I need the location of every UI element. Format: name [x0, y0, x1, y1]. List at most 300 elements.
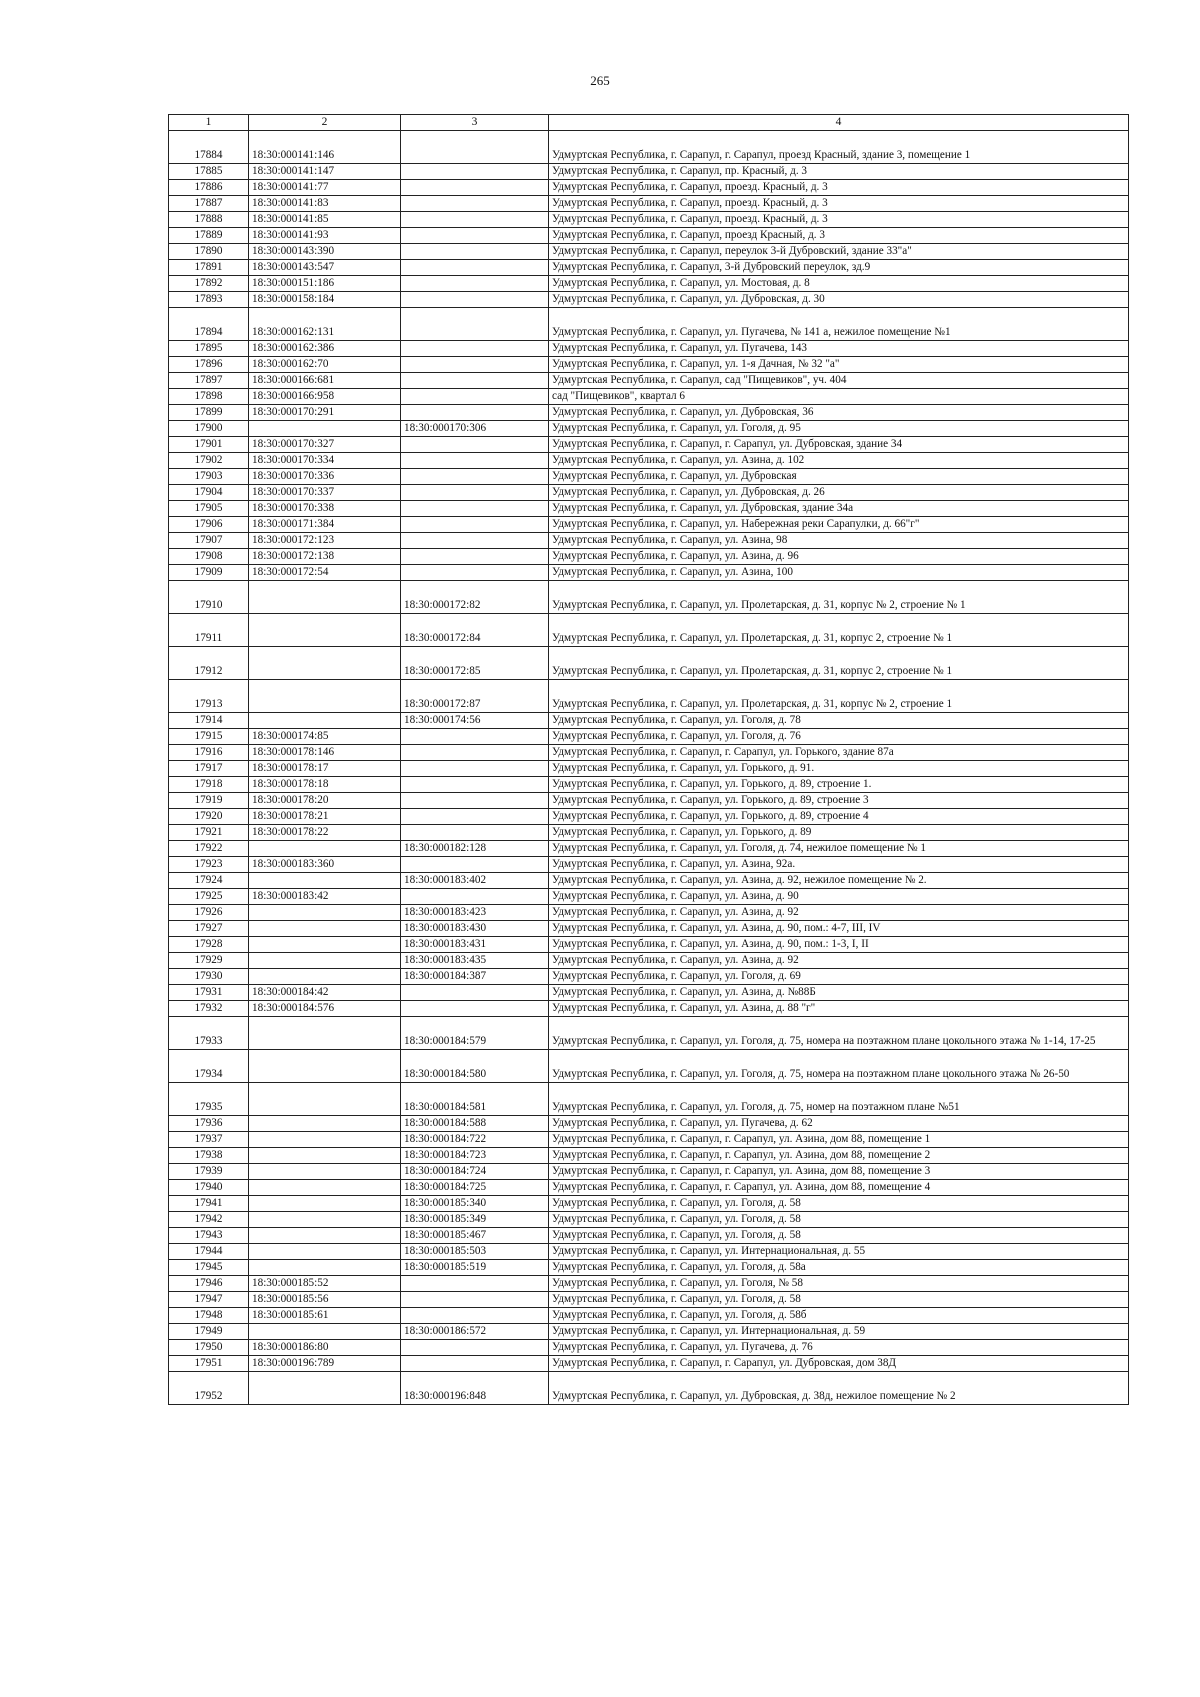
- table-row: [169, 1260, 1129, 1276]
- cadastral-number-cell: 18:30:000186:80: [249, 1340, 401, 1356]
- row-number: 17886: [169, 180, 249, 196]
- row-number: 17897: [169, 373, 249, 389]
- address-cell: Удмуртская Республика, г. Сарапул, ул. Гоголя, д. 76: [549, 729, 1129, 745]
- cadastral-number-cell: 18:30:000166:681: [249, 373, 401, 389]
- address-cell: Удмуртская Республика, г. Сарапул, ул. Горького, д. 89, строение 4: [549, 809, 1129, 825]
- address-cell: Удмуртская Республика, г. Сарапул, проезд. Красный, д. 3: [549, 212, 1129, 228]
- building-cadastral-number-cell: 18:30:000185:467: [401, 1228, 549, 1244]
- building-cadastral-number-cell: [401, 1001, 549, 1017]
- cadastral-number-cell: [249, 1116, 401, 1132]
- building-cadastral-number-cell: 18:30:000185:340: [401, 1196, 549, 1212]
- row-number: 17945: [169, 1260, 249, 1276]
- table-row: [169, 1276, 1129, 1292]
- table-row: [169, 745, 1129, 761]
- address-cell: Удмуртская Республика, г. Сарапул, ул. Азина, д. 90, пом.: 1-3, I, II: [549, 937, 1129, 953]
- address-cell: Удмуртская Республика, г. Сарапул, ул. Гоголя, д. 58а: [549, 1260, 1129, 1276]
- row-number: 17943: [169, 1228, 249, 1244]
- address-cell: сад "Пищевиков", квартал 6: [549, 389, 1129, 405]
- row-number: 17949: [169, 1324, 249, 1340]
- address-cell: Удмуртская Республика, г. Сарапул, ул. Азина, д. 96: [549, 549, 1129, 565]
- row-number: 17906: [169, 517, 249, 533]
- building-cadastral-number-cell: [401, 373, 549, 389]
- row-number: 17919: [169, 793, 249, 809]
- row-number: 17932: [169, 1001, 249, 1017]
- row-number: 17942: [169, 1212, 249, 1228]
- table-row: [169, 308, 1129, 341]
- table-row: [169, 357, 1129, 373]
- row-number: 17930: [169, 969, 249, 985]
- row-number: 17914: [169, 713, 249, 729]
- cadastral-number-cell: [249, 713, 401, 729]
- cadastral-number-cell: 18:30:000141:146: [249, 131, 401, 164]
- building-cadastral-number-cell: 18:30:000184:581: [401, 1083, 549, 1116]
- address-cell: Удмуртская Республика, г. Сарапул, ул. 1-я Дачная, № 32 "а": [549, 357, 1129, 373]
- cadastral-number-cell: [249, 1260, 401, 1276]
- row-number: 17925: [169, 889, 249, 905]
- address-cell: Удмуртская Республика, г. Сарапул, переулок 3-й Дубровский, здание 33"а": [549, 244, 1129, 260]
- cadastral-number-cell: 18:30:000151:186: [249, 276, 401, 292]
- address-cell: Удмуртская Республика, г. Сарапул, г. Сарапул, ул. Азина, дом 88, помещение 3: [549, 1164, 1129, 1180]
- address-cell: Удмуртская Республика, г. Сарапул, пр. Красный, д. 3: [549, 164, 1129, 180]
- address-cell: Удмуртская Республика, г. Сарапул, г. Сарапул, ул. Дубровская, здание 34: [549, 437, 1129, 453]
- address-cell: Удмуртская Республика, г. Сарапул, ул. Набережная реки Сарапулки, д. 66"г": [549, 517, 1129, 533]
- building-cadastral-number-cell: 18:30:000184:725: [401, 1180, 549, 1196]
- row-number: 17885: [169, 164, 249, 180]
- building-cadastral-number-cell: [401, 180, 549, 196]
- address-cell: Удмуртская Республика, г. Сарапул, ул. Гоголя, д. 75, номер на поэтажном плане №51: [549, 1083, 1129, 1116]
- table-row: [169, 501, 1129, 517]
- table-row: [169, 614, 1129, 647]
- row-number: 17910: [169, 581, 249, 614]
- row-number: 17893: [169, 292, 249, 308]
- table-row: [169, 793, 1129, 809]
- building-cadastral-number-cell: [401, 533, 549, 549]
- cadastral-number-cell: 18:30:000170:327: [249, 437, 401, 453]
- row-number: 17891: [169, 260, 249, 276]
- cadastral-number-cell: 18:30:000141:147: [249, 164, 401, 180]
- address-cell: Удмуртская Республика, г. Сарапул, 3-й Дубровский переулок, зд.9: [549, 260, 1129, 276]
- table-row: [169, 437, 1129, 453]
- row-number: 17912: [169, 647, 249, 680]
- building-cadastral-number-cell: [401, 292, 549, 308]
- building-cadastral-number-cell: 18:30:000183:423: [401, 905, 549, 921]
- address-cell: Удмуртская Республика, г. Сарапул, ул. Гоголя, № 58: [549, 1276, 1129, 1292]
- row-number: 17887: [169, 196, 249, 212]
- address-cell: Удмуртская Республика, г. Сарапул, ул. Дубровская, 36: [549, 405, 1129, 421]
- table-row: [169, 857, 1129, 873]
- building-cadastral-number-cell: 18:30:000172:82: [401, 581, 549, 614]
- table-row: [169, 244, 1129, 260]
- cadastral-number-cell: 18:30:000178:20: [249, 793, 401, 809]
- row-number: 17907: [169, 533, 249, 549]
- row-number: 17884: [169, 131, 249, 164]
- table-row: [169, 131, 1129, 164]
- address-cell: Удмуртская Республика, г. Сарапул, ул. Пугачева, № 141 а, нежилое помещение №1: [549, 308, 1129, 341]
- table-row: [169, 1196, 1129, 1212]
- address-cell: Удмуртская Республика, г. Сарапул, ул. Азина, д. №88Б: [549, 985, 1129, 1001]
- address-cell: Удмуртская Республика, г. Сарапул, ул. Гоголя, д. 75, номера на поэтажном плане цокольного этажа № 26-50: [549, 1050, 1129, 1083]
- building-cadastral-number-cell: 18:30:000186:572: [401, 1324, 549, 1340]
- cadastral-number-cell: [249, 1244, 401, 1260]
- table-row: [169, 825, 1129, 841]
- cadastral-number-cell: [249, 969, 401, 985]
- building-cadastral-number-cell: 18:30:000172:84: [401, 614, 549, 647]
- address-cell: Удмуртская Республика, г. Сарапул, ул. Пролетарская, д. 31, корпус № 2, строение 1: [549, 680, 1129, 713]
- cadastral-number-cell: [249, 614, 401, 647]
- address-cell: Удмуртская Республика, г. Сарапул, ул. Гоголя, д. 58: [549, 1212, 1129, 1228]
- address-cell: Удмуртская Республика, г. Сарапул, г. Сарапул, ул. Азина, дом 88, помещение 1: [549, 1132, 1129, 1148]
- building-cadastral-number-cell: [401, 1308, 549, 1324]
- building-cadastral-number-cell: [401, 469, 549, 485]
- building-cadastral-number-cell: 18:30:000185:519: [401, 1260, 549, 1276]
- cadastral-number-cell: [249, 1324, 401, 1340]
- building-cadastral-number-cell: 18:30:000184:723: [401, 1148, 549, 1164]
- cadastral-number-cell: 18:30:000184:576: [249, 1001, 401, 1017]
- row-number: 17903: [169, 469, 249, 485]
- building-cadastral-number-cell: [401, 196, 549, 212]
- row-number: 17892: [169, 276, 249, 292]
- address-cell: Удмуртская Республика, г. Сарапул, ул. Пугачева, 143: [549, 341, 1129, 357]
- cadastral-number-cell: 18:30:000183:360: [249, 857, 401, 873]
- table-row: [169, 453, 1129, 469]
- cadastral-number-cell: 18:30:000174:85: [249, 729, 401, 745]
- page-number: 265: [590, 73, 610, 88]
- row-number: 17888: [169, 212, 249, 228]
- address-cell: Удмуртская Республика, г. Сарапул, ул. Пугачева, д. 62: [549, 1116, 1129, 1132]
- table-row: [169, 680, 1129, 713]
- column-header-3: 3: [401, 115, 549, 131]
- address-cell: Удмуртская Республика, г. Сарапул, ул. Гоголя, д. 95: [549, 421, 1129, 437]
- address-cell: Удмуртская Республика, г. Сарапул, г. Сарапул, ул. Дубровская, дом 38Д: [549, 1356, 1129, 1372]
- header-row: [169, 115, 1129, 131]
- address-cell: Удмуртская Республика, г. Сарапул, ул. Горького, д. 89, строение 3: [549, 793, 1129, 809]
- table-row: [169, 180, 1129, 196]
- row-number: 17944: [169, 1244, 249, 1260]
- table-row: [169, 841, 1129, 857]
- row-number: 17889: [169, 228, 249, 244]
- address-cell: Удмуртская Республика, г. Сарапул, ул. Интернациональная, д. 55: [549, 1244, 1129, 1260]
- row-number: 17922: [169, 841, 249, 857]
- building-cadastral-number-cell: [401, 857, 549, 873]
- cadastral-number-cell: [249, 1017, 401, 1050]
- building-cadastral-number-cell: [401, 761, 549, 777]
- row-number: 17931: [169, 985, 249, 1001]
- table-row: [169, 647, 1129, 680]
- cadastral-number-cell: 18:30:000184:42: [249, 985, 401, 1001]
- address-cell: Удмуртская Республика, г. Сарапул, ул. Азина, д. 90, пом.: 4-7, III, IV: [549, 921, 1129, 937]
- column-header-2: 2: [249, 115, 401, 131]
- table-row: [169, 1372, 1129, 1405]
- address-cell: Удмуртская Республика, г. Сарапул, проезд Красный, д. 3: [549, 228, 1129, 244]
- building-cadastral-number-cell: [401, 228, 549, 244]
- table-row: [169, 373, 1129, 389]
- table-row: [169, 873, 1129, 889]
- building-cadastral-number-cell: 18:30:000174:56: [401, 713, 549, 729]
- cadastral-number-cell: 18:30:000178:17: [249, 761, 401, 777]
- building-cadastral-number-cell: [401, 437, 549, 453]
- building-cadastral-number-cell: 18:30:000183:430: [401, 921, 549, 937]
- row-number: 17916: [169, 745, 249, 761]
- address-cell: Удмуртская Республика, г. Сарапул, ул. Пролетарская, д. 31, корпус 2, строение № 1: [549, 614, 1129, 647]
- cadastral-number-cell: [249, 1164, 401, 1180]
- table-row: [169, 1244, 1129, 1260]
- cadastral-number-cell: 18:30:000178:21: [249, 809, 401, 825]
- cadastral-number-cell: 18:30:000170:338: [249, 501, 401, 517]
- table-row: [169, 276, 1129, 292]
- table-row: [169, 713, 1129, 729]
- table-row: [169, 777, 1129, 793]
- building-cadastral-number-cell: [401, 517, 549, 533]
- building-cadastral-number-cell: [401, 501, 549, 517]
- address-cell: Удмуртская Республика, г. Сарапул, г. Сарапул, проезд Красный, здание 3, помещение 1: [549, 131, 1129, 164]
- cadastral-number-cell: 18:30:000166:958: [249, 389, 401, 405]
- building-cadastral-number-cell: [401, 1276, 549, 1292]
- cadastral-number-cell: 18:30:000196:789: [249, 1356, 401, 1372]
- cadastral-number-cell: 18:30:000141:93: [249, 228, 401, 244]
- cadastral-number-cell: 18:30:000162:70: [249, 357, 401, 373]
- cadastral-number-cell: [249, 937, 401, 953]
- cadastral-number-cell: [249, 1148, 401, 1164]
- table-row: [169, 809, 1129, 825]
- building-cadastral-number-cell: [401, 1356, 549, 1372]
- building-cadastral-number-cell: [401, 889, 549, 905]
- building-cadastral-number-cell: 18:30:000172:87: [401, 680, 549, 713]
- cadastral-number-cell: [249, 921, 401, 937]
- table-row: [169, 292, 1129, 308]
- building-cadastral-number-cell: [401, 260, 549, 276]
- row-number: 17948: [169, 1308, 249, 1324]
- building-cadastral-number-cell: 18:30:000182:128: [401, 841, 549, 857]
- cadastral-number-cell: 18:30:000170:334: [249, 453, 401, 469]
- building-cadastral-number-cell: [401, 793, 549, 809]
- address-cell: Удмуртская Республика, г. Сарапул, ул. Гоголя, д. 58: [549, 1228, 1129, 1244]
- table-row: [169, 549, 1129, 565]
- address-cell: Удмуртская Республика, г. Сарапул, ул. Гоголя, д. 74, нежилое помещение № 1: [549, 841, 1129, 857]
- cadastral-number-cell: [249, 1196, 401, 1212]
- row-number: 17937: [169, 1132, 249, 1148]
- table-row: [169, 1340, 1129, 1356]
- building-cadastral-number-cell: 18:30:000183:431: [401, 937, 549, 953]
- building-cadastral-number-cell: 18:30:000184:722: [401, 1132, 549, 1148]
- table-row: [169, 937, 1129, 953]
- table-row: [169, 1308, 1129, 1324]
- row-number: 17917: [169, 761, 249, 777]
- table-row: [169, 1001, 1129, 1017]
- cadastral-number-cell: [249, 1132, 401, 1148]
- row-number: 17904: [169, 485, 249, 501]
- row-number: 17905: [169, 501, 249, 517]
- row-number: 17890: [169, 244, 249, 260]
- table-row: [169, 1324, 1129, 1340]
- table-row: [169, 1116, 1129, 1132]
- address-cell: Удмуртская Республика, г. Сарапул, г. Сарапул, ул. Горького, здание 87а: [549, 745, 1129, 761]
- building-cadastral-number-cell: 18:30:000185:503: [401, 1244, 549, 1260]
- row-number: 17913: [169, 680, 249, 713]
- row-number: 17946: [169, 1276, 249, 1292]
- address-cell: Удмуртская Республика, г. Сарапул, ул. Гоголя, д. 58: [549, 1196, 1129, 1212]
- cadastral-number-cell: 18:30:000185:52: [249, 1276, 401, 1292]
- address-cell: Удмуртская Республика, г. Сарапул, г. Сарапул, ул. Азина, дом 88, помещение 4: [549, 1180, 1129, 1196]
- address-cell: Удмуртская Республика, г. Сарапул, ул. Дубровская, здание 34а: [549, 501, 1129, 517]
- cadastral-number-cell: [249, 1050, 401, 1083]
- table-row: [169, 341, 1129, 357]
- building-cadastral-number-cell: [401, 1292, 549, 1308]
- building-cadastral-number-cell: 18:30:000170:306: [401, 421, 549, 437]
- row-number: 17935: [169, 1083, 249, 1116]
- address-cell: Удмуртская Республика, г. Сарапул, ул. Пролетарская, д. 31, корпус № 2, строение № 1: [549, 581, 1129, 614]
- building-cadastral-number-cell: [401, 1340, 549, 1356]
- address-cell: Удмуртская Республика, г. Сарапул, ул. Дубровская, д. 26: [549, 485, 1129, 501]
- address-cell: Удмуртская Республика, г. Сарапул, ул. Дубровская, д. 38д, нежилое помещение № 2: [549, 1372, 1129, 1405]
- column-header-4: 4: [549, 115, 1129, 131]
- table-row: [169, 729, 1129, 745]
- building-cadastral-number-cell: [401, 485, 549, 501]
- cadastral-number-cell: [249, 873, 401, 889]
- table-row: [169, 1083, 1129, 1116]
- cadastral-number-cell: 18:30:000172:138: [249, 549, 401, 565]
- table-row: [169, 905, 1129, 921]
- address-cell: Удмуртская Республика, г. Сарапул, ул. Азина, д. 92, нежилое помещение № 2.: [549, 873, 1129, 889]
- building-cadastral-number-cell: [401, 729, 549, 745]
- building-cadastral-number-cell: [401, 212, 549, 228]
- column-header-1: 1: [169, 115, 249, 131]
- cadastral-number-cell: [249, 1228, 401, 1244]
- building-cadastral-number-cell: 18:30:000184:724: [401, 1164, 549, 1180]
- building-cadastral-number-cell: [401, 276, 549, 292]
- table-row: [169, 212, 1129, 228]
- table-row: [169, 228, 1129, 244]
- building-cadastral-number-cell: [401, 131, 549, 164]
- cadastral-number-cell: [249, 1180, 401, 1196]
- cadastral-number-cell: 18:30:000178:146: [249, 745, 401, 761]
- table-row: [169, 565, 1129, 581]
- row-number: 17923: [169, 857, 249, 873]
- building-cadastral-number-cell: [401, 244, 549, 260]
- row-number: 17928: [169, 937, 249, 953]
- row-number: 17936: [169, 1116, 249, 1132]
- building-cadastral-number-cell: 18:30:000196:848: [401, 1372, 549, 1405]
- table-row: [169, 421, 1129, 437]
- row-number: 17933: [169, 1017, 249, 1050]
- building-cadastral-number-cell: 18:30:000184:588: [401, 1116, 549, 1132]
- address-cell: Удмуртская Республика, г. Сарапул, ул. Азина, 98: [549, 533, 1129, 549]
- address-cell: Удмуртская Республика, г. Сарапул, ул. Азина, д. 102: [549, 453, 1129, 469]
- cadastral-number-cell: 18:30:000172:54: [249, 565, 401, 581]
- cadastral-number-cell: [249, 581, 401, 614]
- row-number: 17921: [169, 825, 249, 841]
- cadastral-number-cell: 18:30:000143:547: [249, 260, 401, 276]
- table-row: [169, 985, 1129, 1001]
- address-cell: Удмуртская Республика, г. Сарапул, ул. Азина, д. 92: [549, 905, 1129, 921]
- building-cadastral-number-cell: [401, 825, 549, 841]
- table-row: [169, 1180, 1129, 1196]
- cadastral-number-cell: 18:30:000143:390: [249, 244, 401, 260]
- building-cadastral-number-cell: [401, 985, 549, 1001]
- address-cell: Удмуртская Республика, г. Сарапул, сад "Пищевиков", уч. 404: [549, 373, 1129, 389]
- cadastral-number-cell: 18:30:000141:77: [249, 180, 401, 196]
- cadastral-number-cell: [249, 905, 401, 921]
- address-cell: Удмуртская Республика, г. Сарапул, ул. Интернациональная, д. 59: [549, 1324, 1129, 1340]
- table-row: [169, 164, 1129, 180]
- address-cell: Удмуртская Республика, г. Сарапул, ул. Гоголя, д. 78: [549, 713, 1129, 729]
- table-row: [169, 1050, 1129, 1083]
- table-row: [169, 533, 1129, 549]
- address-cell: Удмуртская Республика, г. Сарапул, ул. Мостовая, д. 8: [549, 276, 1129, 292]
- row-number: 17947: [169, 1292, 249, 1308]
- row-number: 17900: [169, 421, 249, 437]
- cadastral-number-cell: 18:30:000178:18: [249, 777, 401, 793]
- address-cell: Удмуртская Республика, г. Сарапул, проезд. Красный, д. 3: [549, 180, 1129, 196]
- building-cadastral-number-cell: [401, 745, 549, 761]
- row-number: 17951: [169, 1356, 249, 1372]
- cadastral-number-cell: 18:30:000183:42: [249, 889, 401, 905]
- building-cadastral-number-cell: [401, 405, 549, 421]
- row-number: 17938: [169, 1148, 249, 1164]
- row-number: 17902: [169, 453, 249, 469]
- address-cell: Удмуртская Республика, г. Сарапул, ул. Азина, 100: [549, 565, 1129, 581]
- cadastral-number-cell: [249, 421, 401, 437]
- row-number: 17920: [169, 809, 249, 825]
- building-cadastral-number-cell: 18:30:000172:85: [401, 647, 549, 680]
- address-cell: Удмуртская Республика, г. Сарапул, ул. Пугачева, д. 76: [549, 1340, 1129, 1356]
- cadastral-number-cell: 18:30:000185:61: [249, 1308, 401, 1324]
- table-row: [169, 953, 1129, 969]
- building-cadastral-number-cell: [401, 549, 549, 565]
- row-number: 17895: [169, 341, 249, 357]
- row-number: 17901: [169, 437, 249, 453]
- address-cell: Удмуртская Республика, г. Сарапул, ул. Горького, д. 89: [549, 825, 1129, 841]
- address-cell: Удмуртская Республика, г. Сарапул, проезд. Красный, д. 3: [549, 196, 1129, 212]
- cadastral-number-cell: [249, 680, 401, 713]
- cadastral-number-cell: 18:30:000141:83: [249, 196, 401, 212]
- cadastral-number-cell: [249, 841, 401, 857]
- cadastral-number-cell: [249, 1212, 401, 1228]
- row-number: 17908: [169, 549, 249, 565]
- building-cadastral-number-cell: 18:30:000184:387: [401, 969, 549, 985]
- cadastral-number-cell: 18:30:000185:56: [249, 1292, 401, 1308]
- row-number: 17939: [169, 1164, 249, 1180]
- table-row: [169, 581, 1129, 614]
- address-cell: Удмуртская Республика, г. Сарапул, ул. Горького, д. 89, строение 1.: [549, 777, 1129, 793]
- building-cadastral-number-cell: [401, 777, 549, 793]
- address-cell: Удмуртская Республика, г. Сарапул, ул. Азина, д. 88 "г": [549, 1001, 1129, 1017]
- row-number: 17941: [169, 1196, 249, 1212]
- cadastral-number-cell: 18:30:000158:184: [249, 292, 401, 308]
- table-row: [169, 1212, 1129, 1228]
- building-cadastral-number-cell: [401, 809, 549, 825]
- building-cadastral-number-cell: 18:30:000184:580: [401, 1050, 549, 1083]
- building-cadastral-number-cell: [401, 389, 549, 405]
- row-number: 17952: [169, 1372, 249, 1405]
- cadastral-number-cell: 18:30:000162:386: [249, 341, 401, 357]
- row-number: 17898: [169, 389, 249, 405]
- address-cell: Удмуртская Республика, г. Сарапул, ул. Дубровская: [549, 469, 1129, 485]
- cadastral-number-cell: 18:30:000171:384: [249, 517, 401, 533]
- building-cadastral-number-cell: [401, 164, 549, 180]
- table-row: [169, 969, 1129, 985]
- address-cell: Удмуртская Республика, г. Сарапул, ул. Азина, д. 92: [549, 953, 1129, 969]
- table-row: [169, 1132, 1129, 1148]
- table-row: [169, 1292, 1129, 1308]
- cadastral-number-cell: 18:30:000141:85: [249, 212, 401, 228]
- cadastral-number-cell: [249, 1372, 401, 1405]
- building-cadastral-number-cell: [401, 453, 549, 469]
- cadastral-number-cell: 18:30:000170:291: [249, 405, 401, 421]
- table-row: [169, 1148, 1129, 1164]
- table-row: [169, 405, 1129, 421]
- row-number: 17909: [169, 565, 249, 581]
- table-row: [169, 1017, 1129, 1050]
